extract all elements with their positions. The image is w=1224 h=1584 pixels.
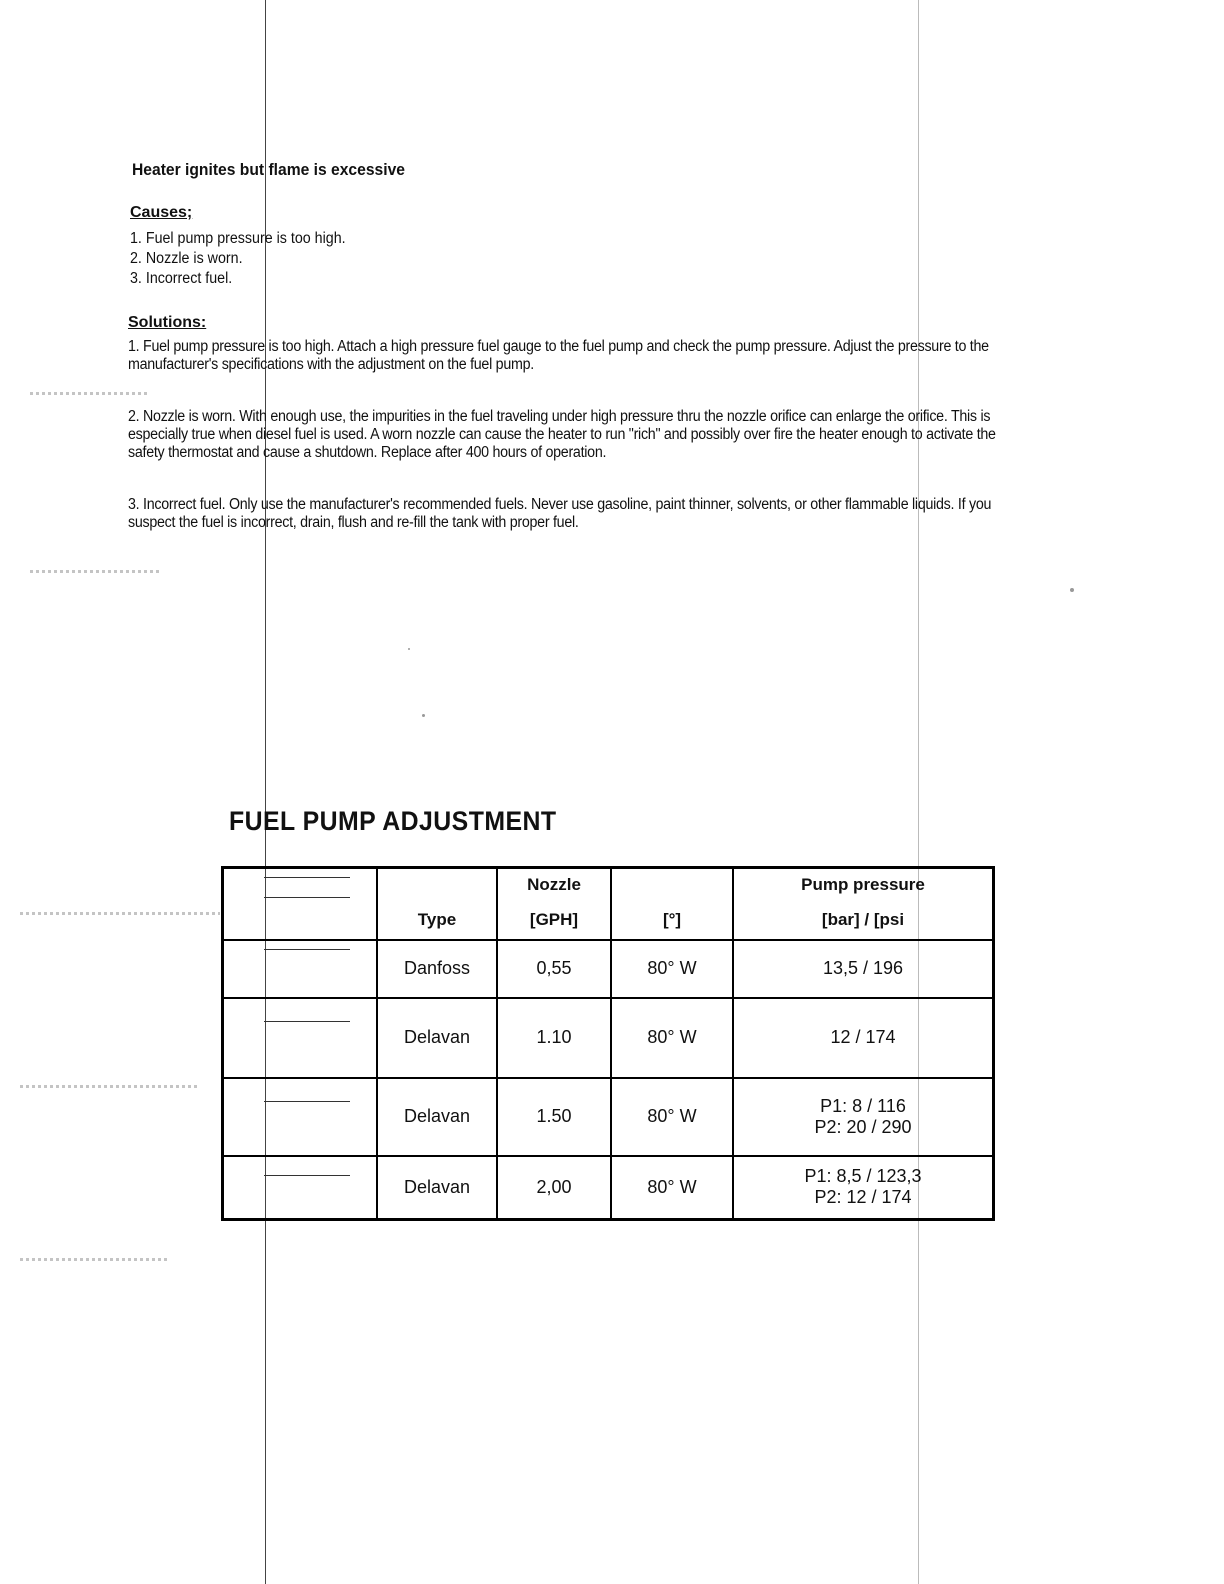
causes-label: Causes; xyxy=(130,204,193,221)
cell-pressure xyxy=(733,1156,994,1220)
table-row xyxy=(223,1156,994,1220)
scan-smudge xyxy=(30,392,150,395)
cause-item: 1. Fuel pump pressure is too high. xyxy=(130,230,346,247)
solution-item xyxy=(128,338,1020,374)
row-stub-cell xyxy=(223,998,378,1078)
header-type: Type xyxy=(377,902,497,940)
pressure-line: P1: 8,5 / 123,3 xyxy=(804,1166,922,1187)
cell-type: Delavan xyxy=(377,1156,497,1220)
header-nozzle: Nozzle xyxy=(497,868,611,902)
header-pump-pressure: Pump pressure xyxy=(733,868,994,902)
solutions-label: Solutions: xyxy=(128,314,207,331)
cell-gph: 1.50 xyxy=(497,1078,611,1156)
cell-angle: 80° W xyxy=(611,1156,733,1220)
header-units: [bar] / [psi xyxy=(733,902,994,940)
pressure-line: P2: 20 / 290 xyxy=(814,1116,912,1137)
header-blank xyxy=(611,868,733,902)
solution-item xyxy=(128,496,1020,532)
scan-smudge xyxy=(20,1258,170,1261)
header-blank xyxy=(377,868,497,902)
scan-speck xyxy=(422,714,425,717)
table-row xyxy=(223,940,994,998)
cell-pressure xyxy=(733,940,994,998)
scan-speck xyxy=(408,648,410,650)
pressure-line: P1: 8 / 116 xyxy=(820,1095,906,1116)
cell-type: Delavan xyxy=(377,1078,497,1156)
cell-pressure xyxy=(733,1078,994,1156)
cell-type: Delavan xyxy=(377,998,497,1078)
cell-angle: 80° W xyxy=(611,998,733,1078)
cause-item: 3. Incorrect fuel. xyxy=(130,270,233,287)
row-stub-cell xyxy=(223,868,378,940)
cell-gph: 1.10 xyxy=(497,998,611,1078)
cell-pressure xyxy=(733,998,994,1078)
pressure-line: 12 / 174 xyxy=(830,1027,896,1047)
cell-angle: 80° W xyxy=(611,940,733,998)
cause-item: 2. Nozzle is worn. xyxy=(130,250,243,267)
header-angle: [°] xyxy=(611,902,733,940)
solution-text: 3. Incorrect fuel. Only use the manufacturer's recommended fuels. Never use gasoline, paint thinner, solvents, or other flammable liquids. If you suspect the fuel is incorrect, drain, flush and re-fill the tank with proper fuel. xyxy=(128,496,992,531)
cell-type: Danfoss xyxy=(377,940,497,998)
scan-line-right xyxy=(918,0,919,1584)
cell-gph: 2,00 xyxy=(497,1156,611,1220)
scan-smudge xyxy=(20,912,220,915)
row-stub-cell xyxy=(223,940,378,998)
table-row xyxy=(223,998,994,1078)
pressure-line: 13,5 / 196 xyxy=(822,958,904,978)
row-stub-cell xyxy=(223,1078,378,1156)
solution-text: 1. Fuel pump pressure is too high. Attach a high pressure fuel gauge to the fuel pump and check the pump pressure. Adjust the pressure to the manufacturer's specifications with the adjustment on the fuel pump. xyxy=(128,338,989,373)
section-heading: Heater ignites but flame is excessive xyxy=(132,160,405,179)
table-title: FUEL PUMP ADJUSTMENT xyxy=(229,806,557,836)
table-row xyxy=(223,1078,994,1156)
row-stub-cell xyxy=(223,1156,378,1220)
fuel-pump-table xyxy=(221,866,995,1221)
scan-smudge xyxy=(20,1085,200,1088)
header-gph: [GPH] xyxy=(497,902,611,940)
scan-smudge xyxy=(30,570,160,573)
cell-angle: 80° W xyxy=(611,1078,733,1156)
solution-text: 2. Nozzle is worn. With enough use, the impurities in the fuel traveling under high pressure thru the nozzle orifice can enlarge the orifice. This is especially true when diesel fuel is used. A worn nozzle can cause the heater to run "rich" and possibly over fire the heater enough to activate the safety thermostat and cause a shutdown. Replace after 400 hours of operation. xyxy=(128,408,996,461)
solution-item xyxy=(128,408,1020,462)
causes-list xyxy=(130,229,346,289)
scan-speck xyxy=(1070,588,1074,592)
cell-gph: 0,55 xyxy=(497,940,611,998)
pressure-line: P2: 12 / 174 xyxy=(814,1187,912,1208)
